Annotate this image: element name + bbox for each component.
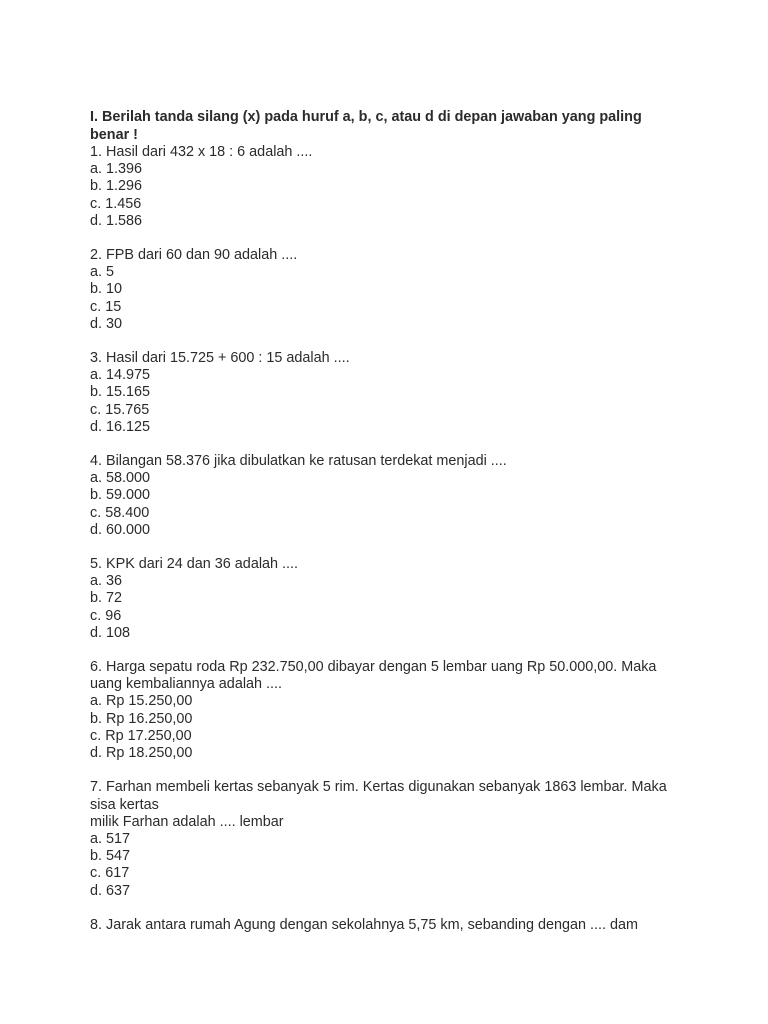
question-3: [90, 350, 690, 436]
instruction-line-2: benar !: [90, 126, 138, 143]
question-text-line: 1. Hasil dari 432 x 18 : 6 adalah ....: [90, 144, 313, 160]
question-text-line: 8. Jarak antara rumah Agung dengan sekolahnya 5,75 km, sebanding dengan .... dam: [90, 916, 639, 933]
question-text-line: 2. FPB dari 60 dan 90 adalah ....: [90, 247, 298, 264]
question-text-line: 7. Farhan membeli kertas sebanyak 5 rim. Kertas digunakan sebanyak 1863 lembar. Maka: [90, 779, 667, 796]
question-4: [90, 453, 690, 539]
answer-option: c. 1.456: [90, 195, 142, 212]
answer-option: b. 547: [90, 848, 131, 865]
answer-option: a. 36: [90, 573, 123, 590]
answer-option: d. 16.125: [90, 418, 151, 435]
question-list: [90, 144, 690, 934]
question-5: [90, 556, 690, 642]
answer-option: c. Rp 17.250,00: [90, 727, 192, 744]
answer-option: d. 637: [90, 882, 131, 899]
answer-option: c. 617: [90, 865, 130, 882]
question-text-line: milik Farhan adalah .... lembar: [90, 813, 284, 830]
instruction-line-1: I. Berilah tanda silang (x) pada huruf a, b, c, atau d di depan jawaban yang paling: [90, 109, 642, 125]
answer-option: c. 15.765: [90, 401, 150, 418]
answer-option: d. 108: [90, 624, 131, 641]
question-text-line: 5. KPK dari 24 dan 36 adalah ....: [90, 556, 299, 573]
answer-option: b. 72: [90, 590, 123, 607]
answer-option: d. Rp 18.250,00: [90, 745, 193, 762]
answer-option: b. 10: [90, 281, 123, 298]
question-7: [90, 779, 690, 899]
answer-option: d. 1.586: [90, 212, 143, 229]
question-text-line: 4. Bilangan 58.376 jika dibulatkan ke ratusan terdekat menjadi ....: [90, 453, 507, 470]
answer-option: a. 1.396: [90, 161, 143, 178]
instruction-heading: [90, 109, 690, 144]
answer-option: d. 30: [90, 315, 123, 332]
answer-option: b. 15.165: [90, 384, 151, 401]
question-text-line: uang kembaliannya adalah ....: [90, 676, 283, 693]
answer-option: b. Rp 16.250,00: [90, 710, 193, 727]
answer-option: c. 15: [90, 298, 122, 315]
question-8: [90, 917, 690, 934]
document-page: [90, 109, 690, 951]
answer-option: a. 14.975: [90, 367, 151, 384]
question-2: [90, 247, 690, 333]
answer-option: c. 96: [90, 607, 122, 624]
answer-option: a. Rp 15.250,00: [90, 693, 193, 710]
question-text-line: 6. Harga sepatu roda Rp 232.750,00 dibayar dengan 5 lembar uang Rp 50.000,00. Maka: [90, 659, 657, 676]
answer-option: c. 58.400: [90, 504, 150, 521]
answer-option: b. 59.000: [90, 487, 151, 504]
question-1: [90, 144, 690, 230]
question-text-line: sisa kertas: [90, 796, 159, 813]
answer-option: d. 60.000: [90, 521, 151, 538]
answer-option: a. 58.000: [90, 470, 151, 487]
question-6: [90, 659, 690, 762]
answer-option: a. 5: [90, 264, 115, 281]
answer-option: a. 517: [90, 830, 131, 847]
question-text-line: 3. Hasil dari 15.725 + 600 : 15 adalah ....: [90, 350, 350, 367]
answer-option: b. 1.296: [90, 178, 143, 195]
